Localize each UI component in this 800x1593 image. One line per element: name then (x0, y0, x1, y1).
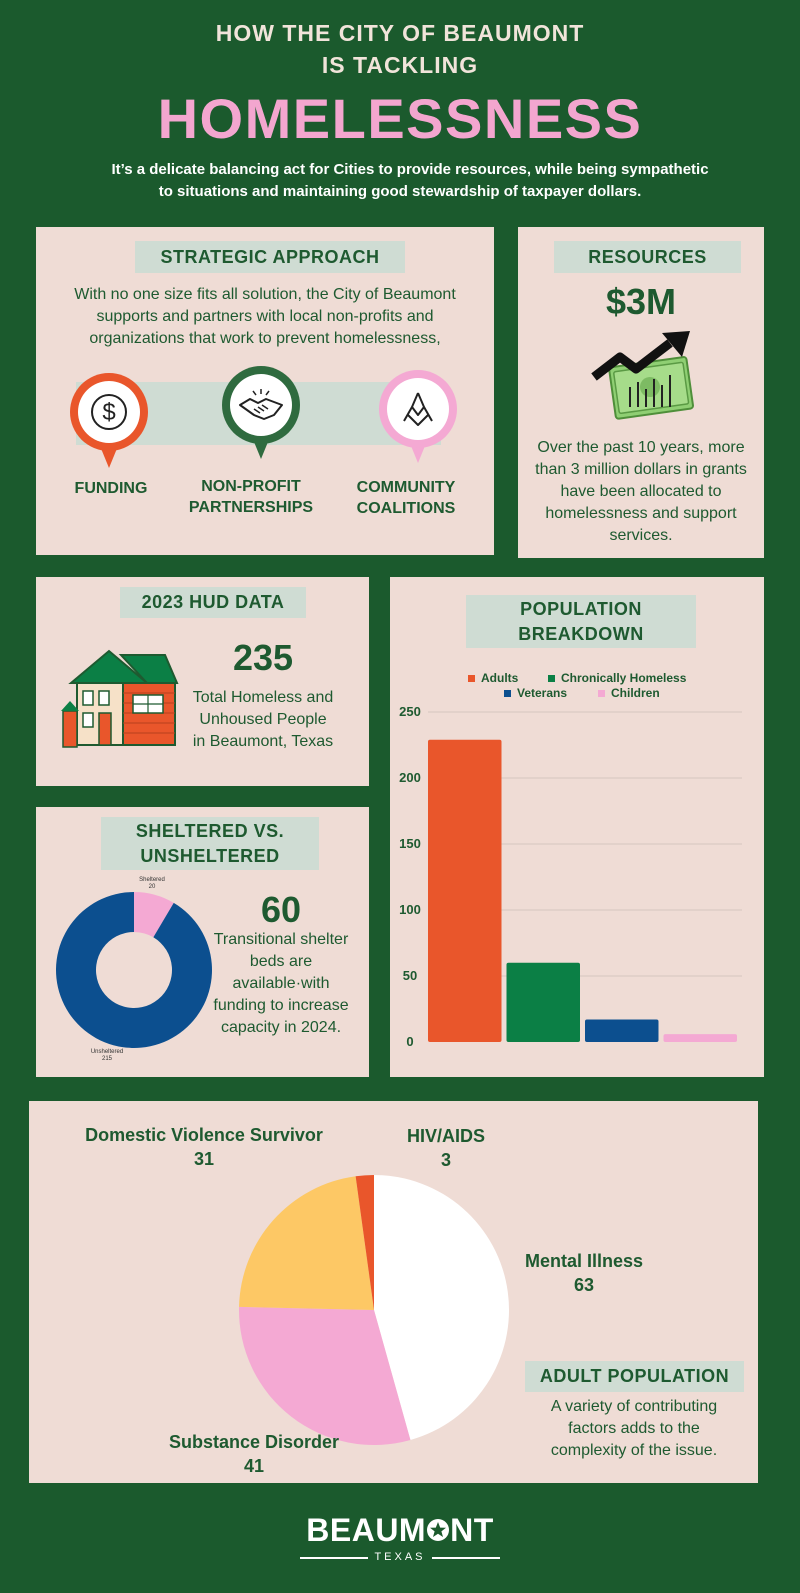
legend-swatch-veterans (504, 690, 511, 697)
donut-slice-unsheltered (56, 892, 212, 1048)
y-tick-label: 100 (399, 902, 421, 917)
legend-item-chronic (548, 671, 686, 685)
adult-population-text: A variety of contributing factors adds to the complexity of the issue. (550, 1398, 718, 1459)
hud-data-title: 2023 HUD DATA (120, 587, 306, 618)
label-substance-disorder: Substance Disorder 41 (168, 1432, 340, 1476)
label-domestic-violence: Domestic Violence Survivor 31 (85, 1125, 323, 1169)
adult-population-title: ADULT POPULATION (525, 1361, 744, 1392)
y-tick-label: 150 (399, 836, 421, 851)
bar-adults (428, 740, 502, 1042)
hud-text: Total Homeless and Unhoused People in Beaumont, Texas (192, 689, 334, 750)
pie-slice-domestic-violence-survivor (239, 1176, 374, 1310)
shelter-beds-text: Transitional shelter beds are available·with funding to increase capacity in 2024. (213, 931, 349, 1036)
logo-subtitle: TEXAS (374, 1551, 426, 1563)
logo-word-part2: NT (450, 1512, 494, 1548)
population-card (390, 577, 764, 1077)
sheltered-card (36, 807, 369, 1077)
hud-data-card (36, 577, 369, 786)
legend-label-adults: Adults (481, 671, 519, 685)
y-tick-label: 200 (399, 770, 421, 785)
strategic-approach-card (36, 227, 494, 555)
donut-label-sheltered: Sheltered 20 (139, 877, 165, 890)
money-growth-icon (590, 327, 700, 427)
sheltered-title: SHELTERED VS. UNSHELTERED (101, 817, 319, 870)
adult-pie-chart (229, 1165, 519, 1455)
shelter-beds-number: 60 (260, 889, 302, 930)
header-line-2: IS TACKLING (321, 52, 479, 78)
handshake-icon (236, 385, 286, 425)
bar-chart (390, 707, 764, 1067)
bar-children (664, 1034, 738, 1042)
svg-text:$: $ (102, 399, 116, 426)
legend-label-children: Children (611, 686, 660, 700)
house-icon (61, 645, 181, 750)
population-title: POPULATION BREAKDOWN (466, 595, 696, 648)
intro-line-1: It’s a delicate balancing act for Cities to provide resources, while being sympathetic (111, 161, 709, 178)
bar-chronically-homeless (507, 963, 581, 1042)
legend-item-veterans (504, 686, 567, 700)
intro-line-2: to situations and maintaining good stewardship of taxpayer dollars. (158, 183, 642, 200)
legend-item-adults (468, 671, 518, 685)
dollar-icon (89, 392, 129, 432)
partnerships-pin (220, 365, 302, 465)
chart-legend (390, 671, 764, 705)
logo-word-part1: BEAUM (306, 1512, 427, 1548)
legend-item-children (598, 686, 660, 700)
resources-text: Over the past 10 years, more than 3 million dollars in grants have been allocated to homelessness and support services. (535, 439, 747, 544)
adult-population-card (29, 1101, 758, 1483)
y-tick-label: 50 (402, 968, 418, 983)
y-tick-label: 250 (399, 707, 421, 719)
bar-veterans (585, 1020, 659, 1042)
funding-label: FUNDING (74, 480, 148, 497)
page-title: HOMELESSNESS (157, 87, 643, 150)
joined-hands-icon (398, 389, 438, 429)
donut-label-unsheltered: Unsheltered 215 (90, 1049, 124, 1062)
donut-chart (54, 890, 214, 1050)
resources-amount: $3M (605, 281, 677, 322)
hud-number: 235 (232, 637, 294, 678)
label-hiv-aids: HIV/AIDS 3 (406, 1126, 485, 1170)
strategic-approach-title: STRATEGIC APPROACH (135, 241, 405, 273)
funding-pin (68, 372, 150, 472)
label-mental-illness: Mental Illness 63 (524, 1251, 644, 1295)
header-line-1: HOW THE CITY OF BEAUMONT (215, 20, 585, 46)
resources-title: RESOURCES (554, 241, 741, 273)
strategic-approach-text: With no one size fits all solution, the City of Beaumont supports and partners with local non-profits and organizations that work to prevent homelessness, (74, 286, 456, 347)
resources-card (518, 227, 764, 558)
coalitions-pin (377, 369, 459, 469)
star-icon (426, 1513, 450, 1537)
partnerships-label: NON-PROFIT PARTNERSHIPS (188, 478, 314, 516)
coalitions-label: COMMUNITY COALITIONS (356, 479, 456, 517)
legend-swatch-chronic (548, 675, 555, 682)
legend-label-chronic: Chronically Homeless (561, 671, 687, 685)
y-tick-label: 0 (406, 1034, 414, 1049)
beaumont-logo (300, 1512, 500, 1564)
legend-label-veterans: Veterans (517, 686, 568, 700)
legend-swatch-adults (468, 675, 475, 682)
legend-swatch-children (598, 690, 605, 697)
